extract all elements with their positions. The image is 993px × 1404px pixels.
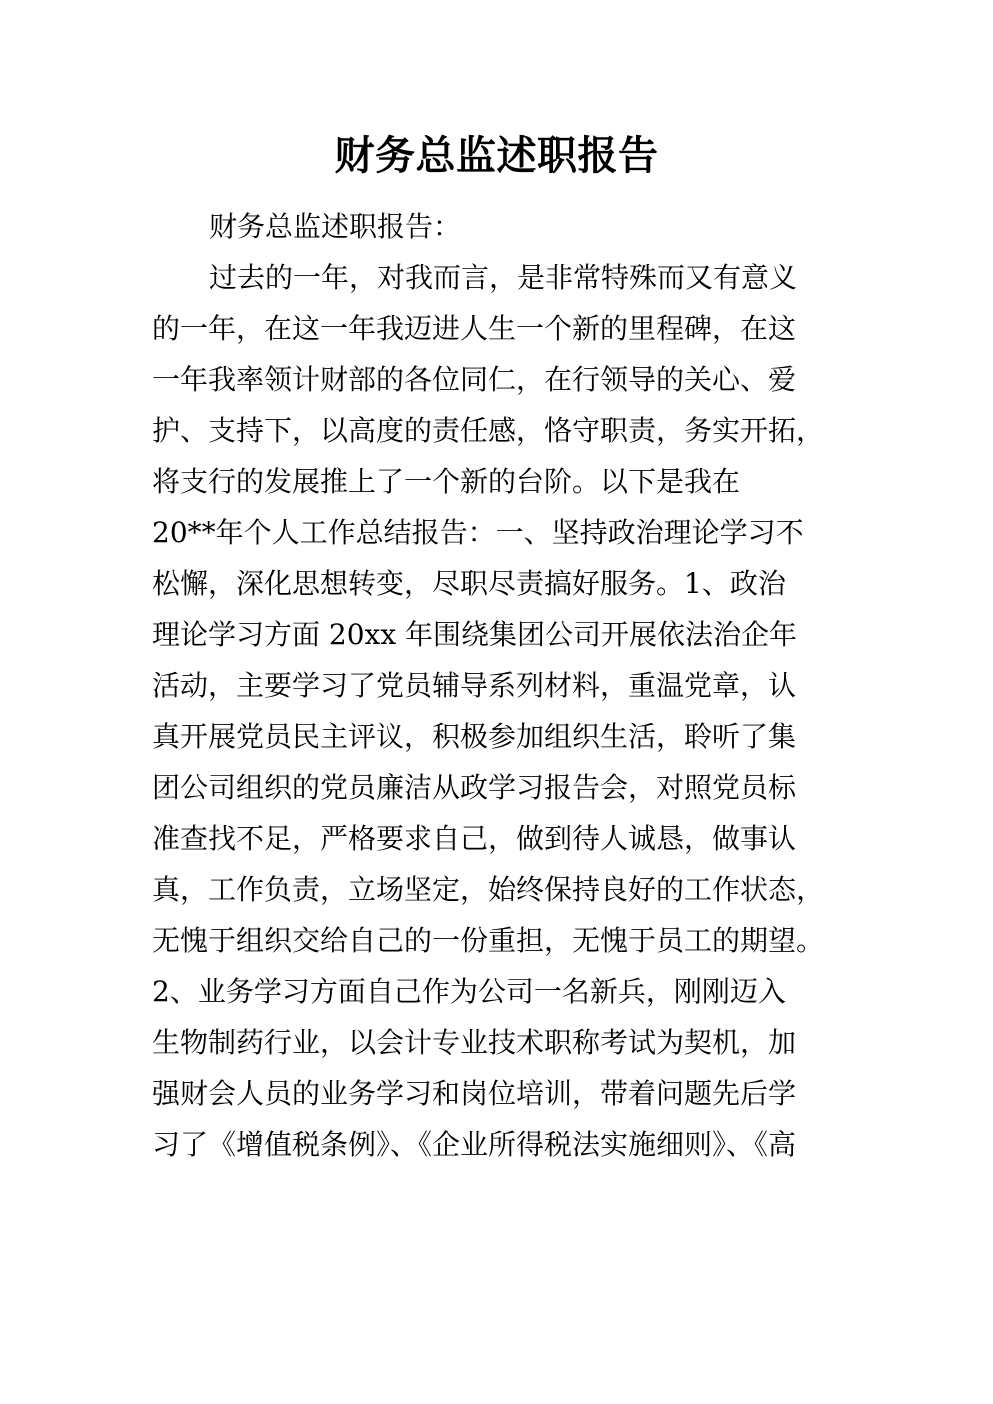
salutation-line: 财务总监述职报告： bbox=[209, 210, 462, 243]
document-title: 财务总监述职报告 bbox=[334, 133, 659, 179]
paragraph-line: 将支行的发展推上了一个新的台阶。以下是我在 bbox=[152, 465, 741, 498]
paragraph-line: 无愧于组织交给自己的一份重担，无愧于员工的期望。 bbox=[152, 924, 825, 957]
paragraph-line: 强财会人员的业务学习和岗位培训，带着问题先后学 bbox=[152, 1077, 797, 1110]
paragraph-line: 生物制药行业，以会计专业技术职称考试为契机，加 bbox=[152, 1026, 797, 1059]
paragraph-line: 准查找不足，严格要求自己，做到待人诚恳，做事认 bbox=[152, 822, 797, 855]
paragraph-line: 真，工作负责，立场坚定，始终保持良好的工作状态， bbox=[152, 873, 825, 906]
paragraph-line: 松懈，深化思想转变，尽职尽责搞好服务。1、政治 bbox=[152, 567, 786, 600]
paragraph-line: 一年我率领计财部的各位同仁，在行领导的关心、爱 bbox=[152, 363, 797, 396]
paragraph-line: 理论学习方面 20xx 年围绕集团公司开展依法治企年 bbox=[152, 618, 798, 651]
paragraph-line: 团公司组织的党员廉洁从政学习报告会，对照党员标 bbox=[152, 771, 797, 804]
paragraph-line: 护、支持下，以高度的责任感，恪守职责，务实开拓， bbox=[152, 414, 825, 447]
paragraph-line: 习了《增值税条例》、《企业所得税法实施细则》、《高 bbox=[152, 1128, 797, 1161]
paragraph-line: 活动，主要学习了党员辅导系列材料，重温党章，认 bbox=[152, 669, 797, 702]
paragraph-line: 2、业务学习方面自己作为公司一名新兵，刚刚迈入 bbox=[152, 975, 786, 1008]
paragraph-line: 过去的一年，对我而言，是非常特殊而又有意义 bbox=[209, 261, 798, 294]
paragraph-line: 20**年个人工作总结报告：一、坚持政治理论学习不 bbox=[152, 516, 804, 549]
paragraph-line: 的一年，在这一年我迈进人生一个新的里程碑，在这 bbox=[152, 312, 797, 345]
paragraph-line: 真开展党员民主评议，积极参加组织生活，聆听了集 bbox=[152, 720, 797, 753]
document-body bbox=[152, 201, 872, 1170]
